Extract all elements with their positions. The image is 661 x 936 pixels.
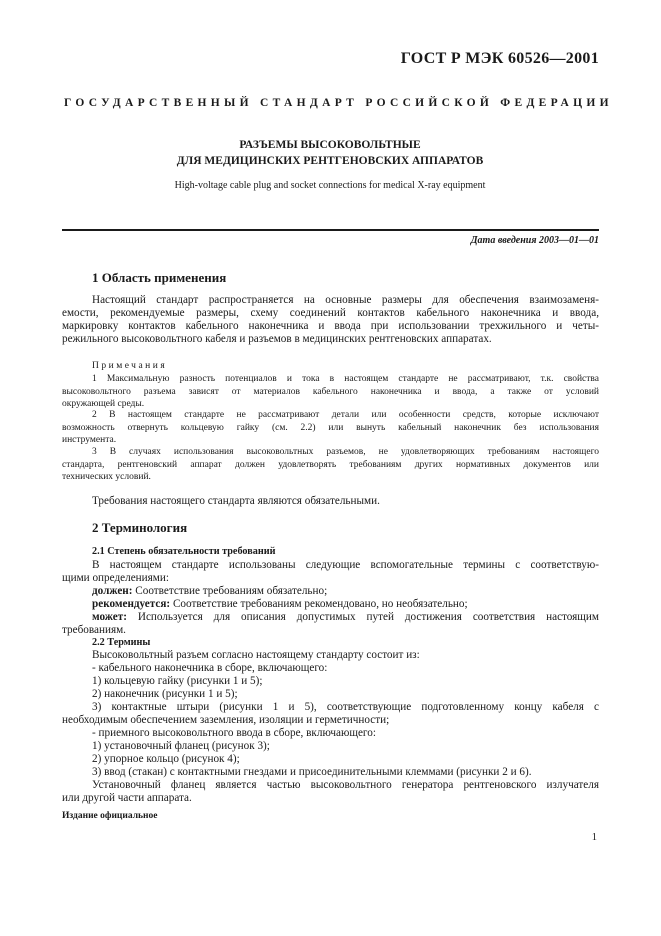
note-2 xyxy=(62,409,599,447)
list-line: Высоковольтный разъем согласно настоящему стандарту состоит из: xyxy=(92,649,420,661)
subsection-2-2-body xyxy=(62,649,599,805)
term-text: Соответствие требованиям обязательно; xyxy=(132,585,328,597)
title-line-2: ДЛЯ МЕДИЦИНСКИХ РЕНТГЕНОВСКИХ АППАРАТОВ xyxy=(176,155,484,167)
paragraph-line: или другой части аппарата. xyxy=(62,792,192,804)
list-line: 3) ввод (стакан) с контактными гнездами и присоединительными клеммами (рисунки 2 и 6). xyxy=(92,766,532,778)
section-1-heading: 1 Область применения xyxy=(92,270,227,285)
list-line: 2) наконечник (рисунки 1 и 5); xyxy=(92,688,238,700)
document-code: ГОСТ Р МЭК 60526—2001 xyxy=(400,50,599,67)
note-line: окружающей среды. xyxy=(62,399,145,409)
note-line: 2 В настоящем стандарте не рассматривают детали или особенности средств, которые исключают xyxy=(92,410,599,420)
list-line: 3) контактные штыри (рисунки 1 и 5), соответствующие подготовленному концу кабеля с xyxy=(92,701,599,713)
english-title: High-voltage cable plug and socket connections for medical X-ray equipment xyxy=(174,180,486,191)
list-line: - приемного высоковольтного ввода в сборе, включающего: xyxy=(92,727,376,739)
note-line: технических условий. xyxy=(62,472,151,482)
subsection-2-2-heading: 2.2 Термины xyxy=(92,637,151,648)
note-line: 1 Максимальную разность потенциалов и тока в настоящем стандарте не рассматривают, т.к. свойства xyxy=(92,374,599,384)
note-line: возможность отвернуть кольцевую гайку (см. 2.2) или вынуть кабельный наконечник без использования xyxy=(62,422,599,433)
list-line: 1) кольцевую гайку (рисунки 1 и 5); xyxy=(92,675,263,687)
subsection-2-1-body xyxy=(62,559,599,637)
section-1-paragraph xyxy=(62,294,599,346)
document-title xyxy=(60,137,600,169)
paragraph-line: емости, рекомендуемые размеры, схему соединений контактов кабельного наконечника и ввода, xyxy=(62,307,599,319)
notes-title: Примечания xyxy=(92,361,168,371)
title-line-1: РАЗЪЕМЫ ВЫСОКОВОЛЬТНЫЕ xyxy=(239,139,421,151)
paragraph-line: Установочный фланец является частью высоковольтного генератора рентгеновского излучателя xyxy=(92,779,599,791)
section-2-heading: 2 Терминология xyxy=(92,520,188,535)
list-line: - кабельного наконечника в сборе, включающего: xyxy=(92,662,328,674)
list-line: 2) упорное кольцо (рисунок 4); xyxy=(92,753,240,765)
subsection-2-1-heading: 2.1 Степень обязательности требований xyxy=(92,546,276,557)
term-text: Соответствие требованиям рекомендовано, но необязательно; xyxy=(170,598,468,610)
official-edition-label: Издание официальное xyxy=(62,811,158,821)
page-number: 1 xyxy=(591,832,597,843)
paragraph-line: Настоящий стандарт распространяется на основные размеры для обеспечения взаимозаменя- xyxy=(92,294,599,306)
state-standard-title: ГОСУДАРСТВЕННЫЙ СТАНДАРТ РОССИЙСКОЙ ФЕДЕРАЦИИ xyxy=(64,97,613,109)
term-may xyxy=(62,611,599,624)
introduction-date: Дата введения 2003—01—01 xyxy=(470,235,599,246)
paragraph-line: щими определениями: xyxy=(62,572,169,584)
paragraph-line: маркировку контактов кабельного наконечника и ввода при использовании трехжильного и четы- xyxy=(62,320,599,332)
list-line: 1) установочный фланец (рисунок 3); xyxy=(92,740,270,752)
list-line: необходимым обеспечением заземления, изоляции и герметичности; xyxy=(62,714,390,726)
term-label: должен: xyxy=(92,585,133,597)
paragraph-line: режильного высоковольтного кабеля и разъемов в медицинских рентгеновских аппаратах. xyxy=(62,333,492,345)
term-label: может: xyxy=(92,611,127,623)
note-1 xyxy=(62,373,599,411)
note-line: инструмента. xyxy=(62,435,117,445)
paragraph-line: В настоящем стандарте использованы следующие вспомогательные термины с соответствую- xyxy=(92,559,599,571)
paragraph-line: требованиям. xyxy=(62,624,126,636)
note-3 xyxy=(62,446,599,484)
term-recommended xyxy=(62,598,599,611)
term-label: рекомендуется: xyxy=(92,598,171,610)
term-must xyxy=(62,585,599,598)
note-line: 3 В случаях использования высоковольтных разъемов, не удовлетворяющих требованиям настоящего xyxy=(92,447,599,457)
note-line: высоковольтного разъема зависят от материалов кабельного наконечника и ввода, а также от условий xyxy=(62,386,599,397)
term-text: Используется для описания допустимых путей достижения соответствия настоящим xyxy=(126,611,599,623)
mandatory-statement: Требования настоящего стандарта являются обязательными. xyxy=(92,495,380,507)
note-line: стандарта, рентгеновский аппарат должен удовлетворять требованиям других нормативных документов или xyxy=(62,459,599,470)
title-divider xyxy=(62,229,599,231)
